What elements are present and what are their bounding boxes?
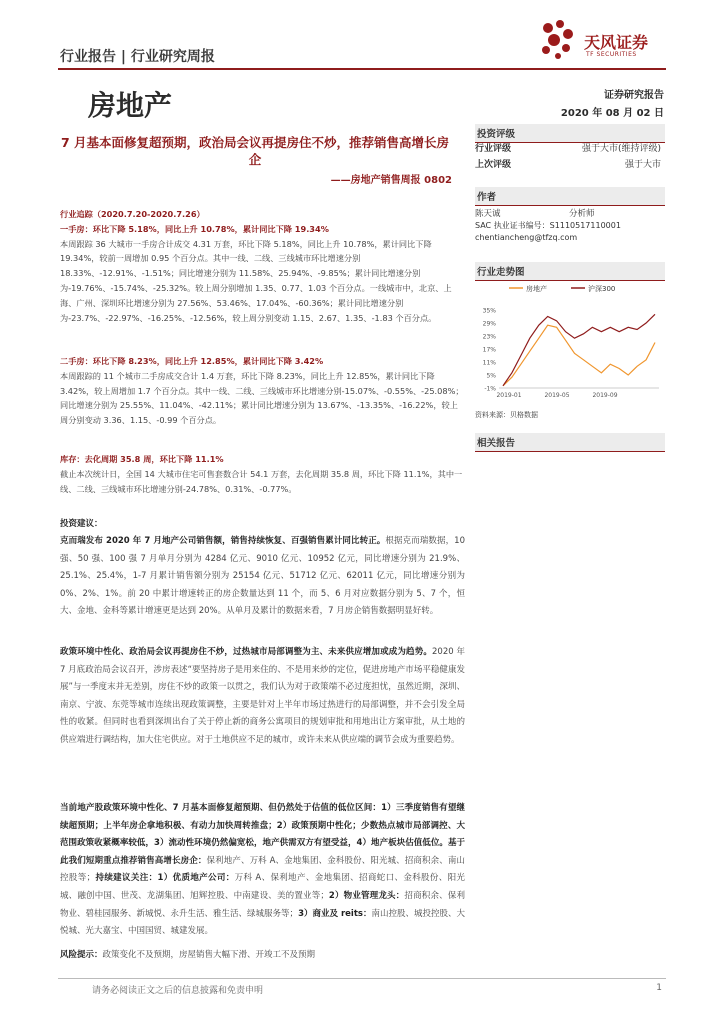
rating-head: 投资评级 — [475, 124, 665, 143]
last-rating-label: 上次评级 — [475, 160, 512, 170]
report-header-title: 行业报告 | 行业研究周报 — [60, 49, 215, 65]
p3-body-3: 招商积余、保利物业、碧桂园服务、新城悦、永升生活、雅生活、绿城服务等； — [60, 890, 465, 919]
p1-bold: 克而瑞发布 2020 年 7 月地产公司销售额，销售持续恢复、百强销售累计同比转正。 — [60, 536, 386, 546]
industry-rating-value: 强于大市(维持评级) — [581, 144, 661, 154]
risk-body: 政策变化不及预期，房屋销售大幅下滑、开竣工不及预期 — [102, 950, 316, 960]
logo-text-cn: 天风证券 — [584, 33, 649, 52]
author-sac: SAC 执业证书编号：S1110517110001 — [475, 221, 621, 230]
inventory-body: 截止本次统计日，全国 14 大城市住宅可售套数合计 54.1 万套，去化周期 35.8 周，环比下降 11.1%，其中一线、二线、三线城市环比增速分别-24.78%、0.31%、-0.77%。 — [60, 468, 463, 494]
y-tick-label: 23% — [482, 333, 496, 341]
trend-head: 行业走势图 — [475, 262, 665, 281]
advice-title — [60, 516, 465, 534]
advice-paragraph-1 — [60, 533, 465, 621]
report-type: 证券研究报告 — [604, 90, 664, 101]
author-email[interactable]: chentiancheng@tfzq.com — [475, 233, 578, 242]
trend-chart — [475, 280, 665, 405]
page-number: 1 — [656, 983, 662, 993]
chart-source: 资料来源：贝格数据 — [475, 411, 538, 419]
second-hand-section — [60, 354, 465, 428]
advice-title-text: 投资建议： — [60, 519, 103, 529]
y-tick-label: 11% — [482, 359, 496, 367]
p3-bold-2: 持续建议关注：1）优质地产公司： — [95, 873, 235, 884]
series-line — [503, 314, 655, 386]
x-tick-label: 2019-05 — [544, 392, 570, 399]
y-tick-label: 17% — [482, 346, 496, 354]
industry-rating-row — [475, 141, 665, 154]
risk-bold: 风险提示： — [60, 950, 103, 960]
sector-title: 房地产 — [88, 89, 173, 122]
y-tick-label: 5% — [486, 372, 496, 380]
new-home-body: 本周跟踪 36 大城市一手房合计成交 4.31 万套，环比下降 5.18%，同比上升 10.78%，累计同比下降 19.34%，较前一周增加 0.95 个百分点。其中一线、二线、三线城市环比增速分别 18.33%、-12.91%、-1.51%；同比增速分别为 11.58%、25.94%、-9.85%；累计同比增速分别为-19.76%、-15.74%、-25.32%。较上周分别增加 1.35、0.77、1.03 个百分点。一线城市中，北京、上海、广州、深圳环比增速分别为 27.56%、53.46%、17.04%、-60.36%；累计同比增速分别为-23.7%、-22.97%、-16.25%、-12.56%，较上周分别变动 1.15、2.67、1.35、-1.83 个百分点。 — [60, 238, 452, 323]
subhead: ——房地产销售周报 0802 — [330, 175, 452, 186]
inventory-section — [60, 452, 465, 496]
legend-label: 沪深300 — [588, 285, 616, 293]
tracking-section — [60, 207, 465, 325]
related-head: 相关报告 — [475, 433, 665, 452]
last-rating-value: 强于大市 — [624, 160, 661, 170]
legend-label: 房地产 — [526, 285, 547, 293]
report-date: 2020 年 08 月 02 日 — [560, 108, 664, 119]
second-hand-body: 本周跟踪的 11 个城市二手房成交合计 1.4 万套，环比下降 8.23%，同比上升 12.85%，累计同比下降 3.42%，较上周增加 1.7 个百分点。其中一线、二线、三线城市环比增速分别-15.07%、-0.55%、-25.08%；同比增速分别为 25.55%、11.04%、-42.11%；累计同比增速分别为 13.67%、-13.35%、-16.22%，较上周分别变动 3.36、1.15、-0.99 个百分点。 — [60, 370, 464, 426]
y-tick-label: -1% — [484, 385, 496, 393]
risk-paragraph — [60, 947, 465, 965]
p3-bold-3: 2）物业管理龙头： — [328, 890, 405, 901]
new-home-title: 一手房：环比下降 5.18%，同比上升 10.78%，累计同比下降 19.34% — [60, 223, 329, 234]
p2-body: 2020 年 7 月底政治局会议召开，涉房表述“要坚持房子是用来住的、不是用来炒的定位，促进房地产市场平稳健康发展”与一季度末并无差别，房住不炒的政策一以贯之，我们认为对于政策端不必过度担忧，虽然近期，深圳、南京、宁波、东莞等城市连续出现政策调整，主要是针对上半年市场过热进行的局部调整，并不会引发全局性的收紧。但同时也看到深圳出台了关于停止新的商务公寓项目的规划审批和用地出让方案审批，从土地的供应端进行调结构，加大住宅供应。对于土地供应不足的城市，或许未来从供应端的调节会成为重要趋势。 — [60, 647, 465, 745]
p1-body: 根据克而瑞数据，10 强、50 强、100 强 7 月单月分别为 4284 亿元、9010 亿元、10952 亿元，同比增速分别为 21.9%、25.1%、25.4%，1-7 月累计销售额分别为 25154 亿元、51712 亿元、62011 亿元，同比增速分别为 0%、2%、1%。前 20 中累计增速转正的房企数量达到 11 个，而 5、6 月对应数据分别为 5、7 个，恒大、金地、金科等累计增速更是达到 20%。从单月及累计的数据来看，7 月房企销售数据明显好转。 — [60, 536, 465, 617]
advice-paragraph-3 — [60, 800, 465, 941]
p3-body-1: 保利地产、万科 A、金地集团、金科股份、阳光城、招商积余、南山控股等； — [60, 855, 465, 884]
second-hand-title: 二手房：环比下降 8.23%，同比上升 12.85%，累计同比下降 3.42% — [60, 356, 324, 366]
last-rating-row — [475, 157, 665, 170]
p3-body-4: 南山控股、城投控股、大悦城、光大嘉宝、中国国贸、城建发展。 — [60, 908, 465, 937]
p3-bold-4: 3）商业及 reits： — [298, 908, 372, 919]
footer-divider — [58, 978, 666, 979]
logo-text-en: TF SECURITIES — [586, 51, 637, 58]
y-tick-label: 35% — [482, 307, 496, 315]
header-divider — [58, 68, 666, 70]
author-name-row — [475, 207, 665, 219]
author-name: 陈天诚 — [475, 209, 501, 219]
tracking-title: 行业追踪（2020.7.20-2020.7.26） — [60, 209, 205, 219]
footer-disclaimer: 请务必阅读正文之后的信息披露和免责申明 — [92, 986, 264, 996]
industry-rating-label: 行业评级 — [475, 144, 512, 154]
p2-bold: 政策环境中性化、政治局会议再提房住不炒，过热城市局部调整为主、未来供应增加或成为趋势。 — [60, 647, 432, 657]
p3-bold-1: 当前地产股政策环境中性化、7 月基本面修复超预期、但仍然处于估值的低位区间：1）三季度销售有望继续超预期；上半年房企拿地积极、有动力加快周转推盘；2）政策预期中性化；少数热点城市局部调控、大范围政策收紧概率较低，3）流动性环境仍然偏宽松，地产供需双方有望受益，4）地产板块估值低位。基于此我们短期重点推荐销售高增长房企： — [60, 803, 465, 866]
p3-body-2: 万科 A、保利地产、金地集团、招商蛇口、金科股份、阳光城、融创中国、世茂、龙湖集团、旭辉控股、中南建设、美的置业等； — [60, 873, 465, 901]
y-tick-label: 29% — [482, 320, 496, 328]
series-line — [503, 325, 655, 386]
x-tick-label: 2019-01 — [496, 392, 522, 399]
author-title: 分析师 — [569, 209, 595, 219]
headline: 7 月基本面修复超预期，政治局会议再提房住不炒，推荐销售高增长房企 — [60, 135, 450, 167]
author-head: 作者 — [475, 187, 665, 206]
advice-paragraph-2 — [60, 644, 465, 750]
x-tick-label: 2019-09 — [592, 392, 618, 399]
inventory-title: 库存：去化周期 35.8 周，环比下降 11.1% — [60, 454, 224, 464]
